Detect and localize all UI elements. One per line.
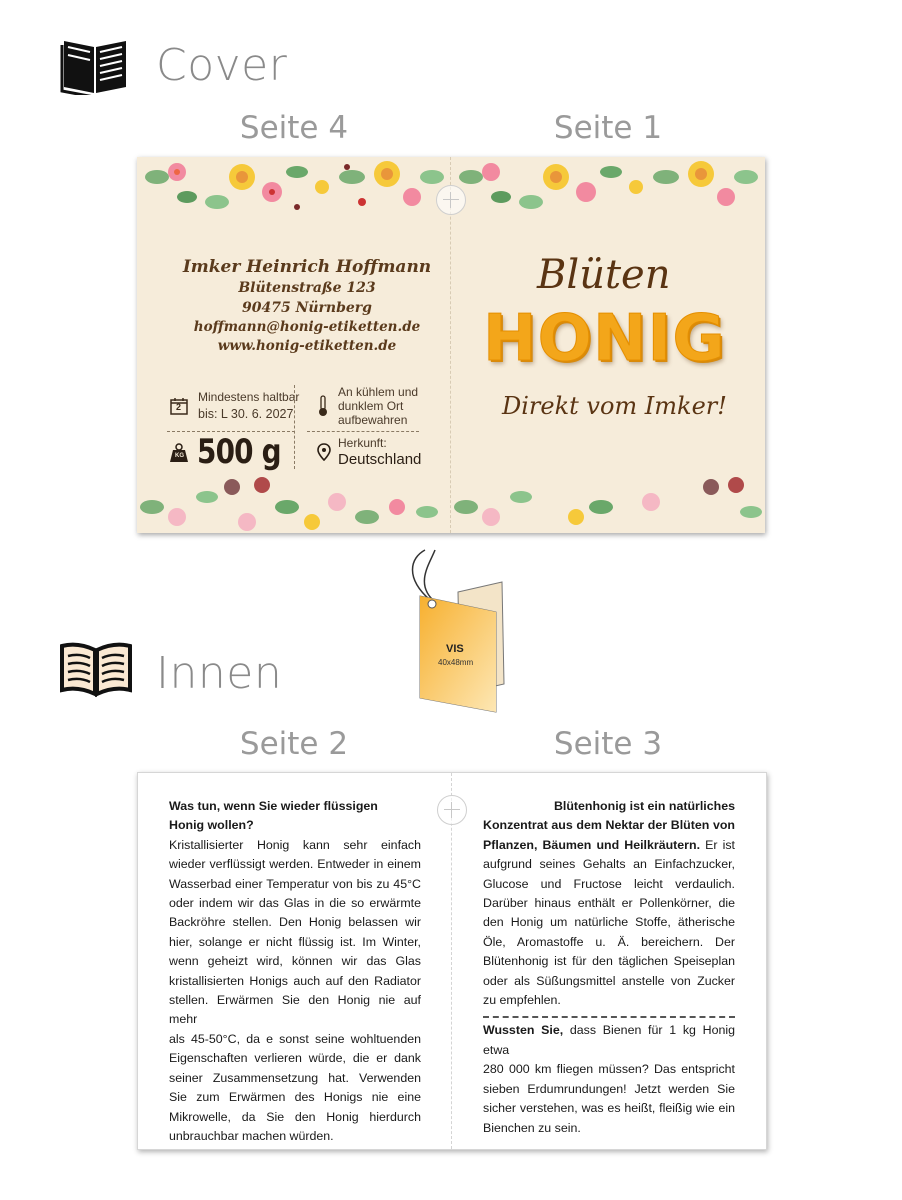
origin-value: Deutschland bbox=[338, 451, 422, 468]
left-line: unbrauchbar machen würden. bbox=[169, 1128, 334, 1143]
fact-line: 280 000 km fliegen müssen? Das entspricht bbox=[483, 1062, 735, 1077]
contact-website: www.honig-etiketten.de bbox=[217, 338, 397, 354]
fact-line: sieben Erdumrundungen! Jetzt werden Sie bbox=[483, 1081, 735, 1096]
left-line: hier, solange er nicht flüssig ist. Im Winter, bbox=[169, 934, 421, 949]
section-title-innen: Innen bbox=[156, 648, 283, 699]
calendar-day: 2 bbox=[176, 402, 182, 412]
left-line: Wasserbad einer Temperatur von bis zu 45°C bbox=[169, 876, 421, 891]
page-label-seite-1: Seite 1 bbox=[553, 110, 663, 146]
fact-line: Bienchen zu sein. bbox=[483, 1120, 581, 1135]
inner-punch-hole-marker bbox=[437, 795, 467, 825]
product-name: HONIG bbox=[483, 302, 726, 376]
storage-line-3: aufbewahren bbox=[338, 413, 408, 427]
net-weight: 500 g bbox=[197, 432, 281, 472]
storage-line-1: An kühlem und bbox=[338, 385, 419, 399]
fact-line: sicher verstehen, was es heißt, fleißig wie ein bbox=[483, 1101, 735, 1116]
best-before-date: bis: L 30. 6. 2027 bbox=[198, 407, 294, 421]
left-line: kristallisierten Honigs auch auf den Radiator bbox=[169, 973, 421, 988]
left-line: Sie zum Erwärmen des Honigs nie eine bbox=[169, 1090, 421, 1105]
left-line: als 45-50°C, da e sonst seine wohltuenden bbox=[169, 1031, 421, 1046]
left-column-text bbox=[169, 797, 421, 1146]
left-line: Kristallisierter Honig kann sehr einfach bbox=[169, 837, 421, 852]
page-label-seite-4: Seite 4 bbox=[239, 110, 349, 146]
right-line: oder als Süßungsmittel anstelle von Zucker bbox=[483, 973, 735, 988]
right-line: Darüber hinaus enthält er Pollenkörner, die bbox=[483, 896, 735, 911]
address-street: Blütenstraße 123 bbox=[238, 280, 376, 296]
calendar-icon bbox=[170, 397, 188, 415]
contact-email: hoffmann@honig-etiketten.de bbox=[193, 319, 421, 335]
right-line: aufgrund seines Gehalts an Einfachzucker, bbox=[483, 857, 735, 872]
tag-string bbox=[400, 548, 520, 718]
weight-icon bbox=[169, 443, 189, 463]
right-line: Blütenhonig ist für den täglichen Speiseplan bbox=[483, 954, 735, 969]
best-before-label: Mindestens haltbar bbox=[198, 390, 300, 404]
left-line: Backröhre stellen. Den Honig belassen wir bbox=[169, 915, 421, 930]
address-city: 90475 Nürnberg bbox=[242, 300, 372, 316]
right-bold-line: Konzentrat aus dem Nektar der Blüten von bbox=[483, 818, 735, 833]
left-heading-2: Honig wollen? bbox=[169, 818, 254, 833]
beekeeper-name: Imker Heinrich Hoffmann bbox=[182, 257, 432, 277]
product-type-script: Blüten bbox=[537, 252, 671, 298]
right-line: den Honig um natürliche Stoffe, ätherische bbox=[483, 915, 735, 930]
divider-horizontal-right bbox=[307, 431, 419, 432]
open-book-icon bbox=[58, 640, 134, 698]
section-title-cover: Cover bbox=[156, 40, 288, 91]
tag-label: VIS bbox=[446, 643, 464, 655]
fact-first: dass Bienen für 1 kg Honig etwa bbox=[483, 1023, 735, 1057]
left-line: Eigenschaften verlieren würde, die er dank bbox=[169, 1051, 421, 1066]
right-line: zu empfehlen. bbox=[483, 993, 561, 1008]
storage-line-2: dunklem Ort bbox=[338, 399, 404, 413]
fact-bold: Wussten Sie, bbox=[483, 1023, 564, 1038]
left-heading-1: Was tun, wenn Sie wieder flüssigen bbox=[169, 799, 378, 813]
divider-vertical bbox=[294, 385, 295, 469]
left-line: Mikrowelle, da Sie den Honig hierdurch bbox=[169, 1109, 421, 1124]
right-bold-tail: Er ist bbox=[705, 837, 735, 852]
hang-tag-preview bbox=[400, 548, 520, 718]
closed-book-icon bbox=[60, 37, 130, 95]
inner-fold-line bbox=[451, 773, 452, 1149]
fact-line-mixed bbox=[483, 1021, 735, 1060]
left-line: wenn geheizt wird, können wir das Glas bbox=[169, 954, 421, 969]
location-pin-icon bbox=[317, 443, 331, 461]
page-label-seite-2: Seite 2 bbox=[239, 726, 349, 762]
punch-hole-marker bbox=[436, 185, 466, 215]
tag-size: 40x48mm bbox=[438, 658, 474, 667]
left-line: wieder verflüssigt werden. Entweder in einem bbox=[169, 857, 421, 872]
left-line: seiner Zusammensetzung hat. Verwenden bbox=[169, 1070, 421, 1085]
cover-label-card bbox=[137, 157, 765, 533]
floral-border-bottom bbox=[137, 467, 765, 533]
dashed-divider bbox=[483, 1016, 735, 1018]
right-line: Öle, Aromastoffe u. Ä. bereichern. Der bbox=[483, 934, 735, 949]
thermometer-icon bbox=[318, 395, 328, 417]
left-line: oder indem wir das Glas in die so erwärmte bbox=[169, 896, 421, 911]
right-column-text bbox=[483, 797, 735, 1138]
right-bold-line-mixed bbox=[483, 836, 735, 855]
weight-icon-label: KG bbox=[175, 453, 184, 459]
origin-label: Herkunft: bbox=[338, 436, 387, 450]
right-bold-line: Pflanzen, Bäumen und Heilkräutern. bbox=[483, 837, 701, 852]
page-label-seite-3: Seite 3 bbox=[553, 726, 663, 762]
right-line: Glucose und Fructose leicht verdaulich. bbox=[483, 876, 735, 891]
inner-label-card bbox=[137, 772, 767, 1150]
right-bold-line: Blütenhonig ist ein natürliches bbox=[553, 799, 735, 813]
left-line: stellen. Erwärmen Sie den Honig nie auf mehr bbox=[169, 993, 421, 1027]
tagline: Direkt vom Imker! bbox=[502, 392, 727, 420]
